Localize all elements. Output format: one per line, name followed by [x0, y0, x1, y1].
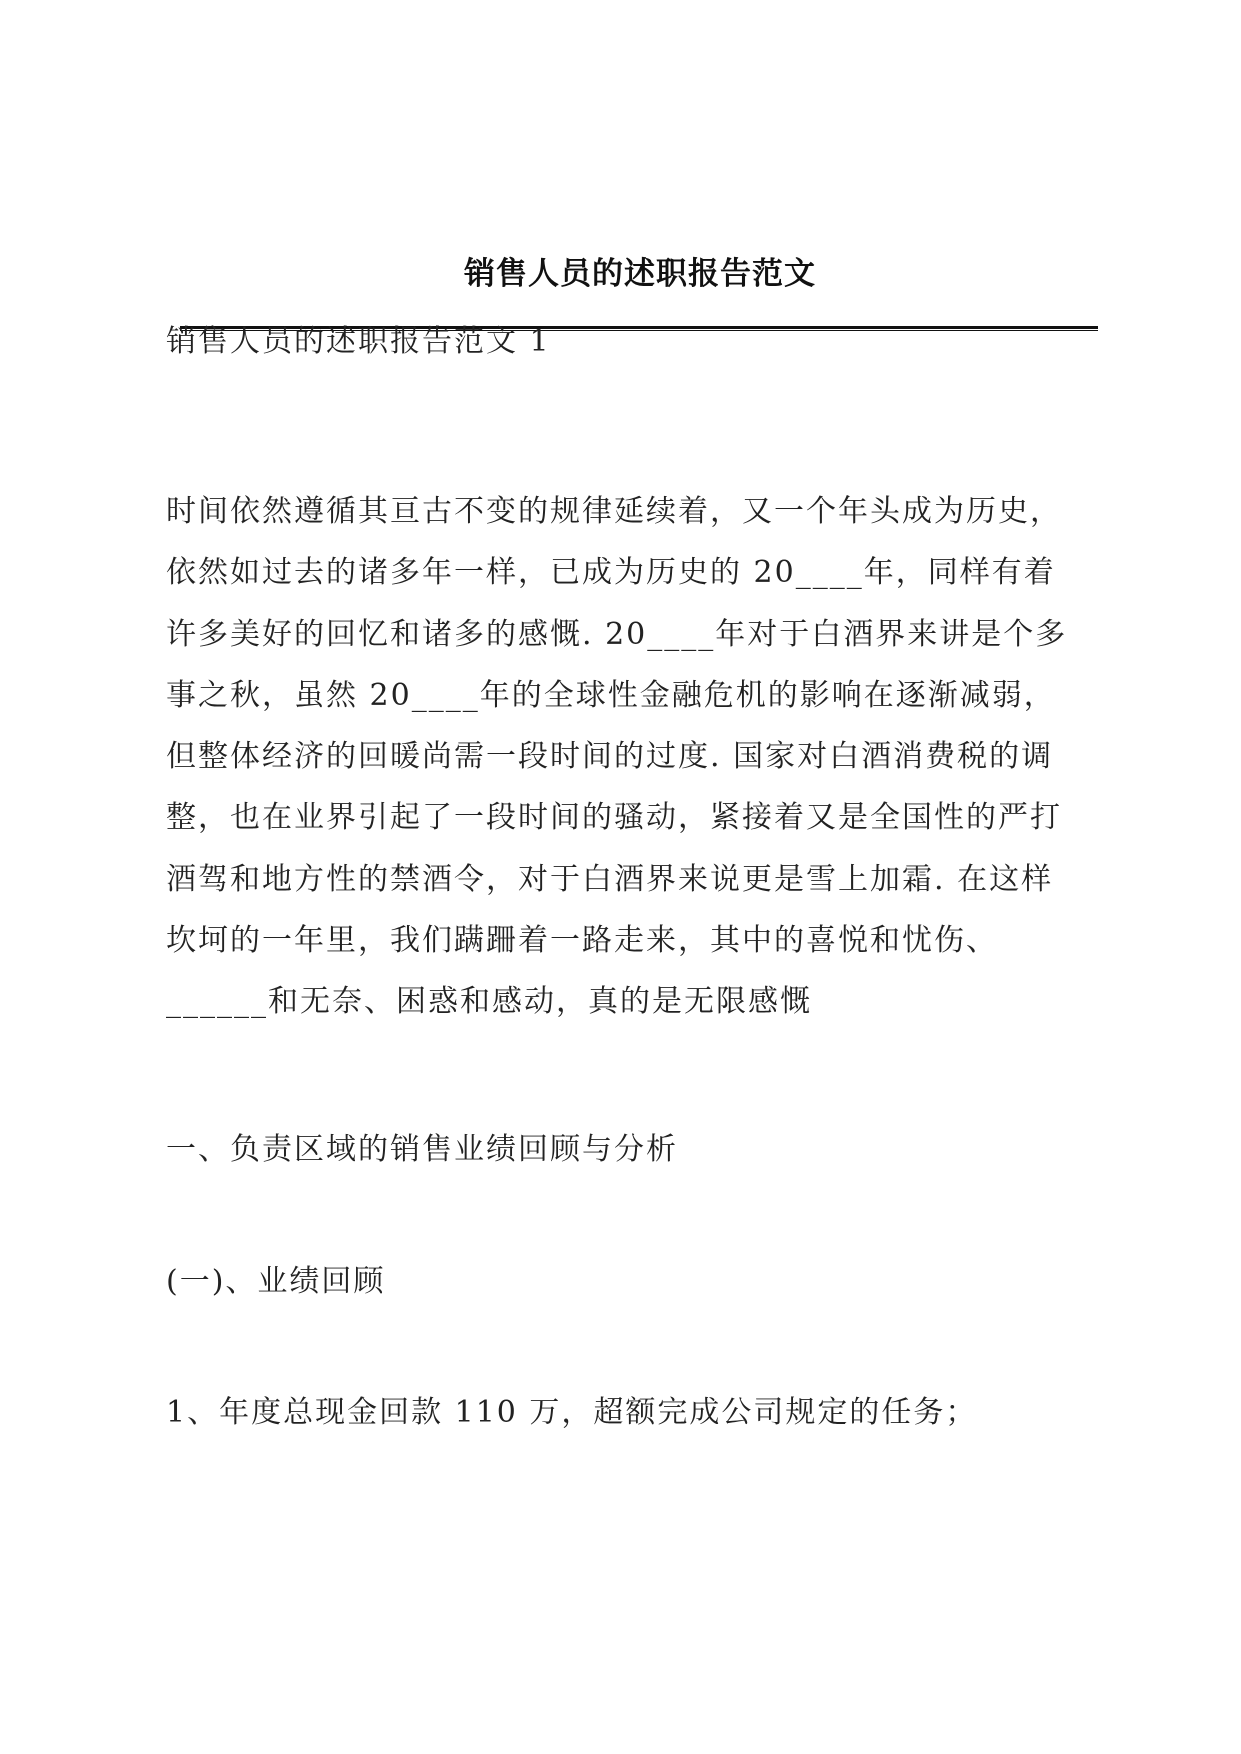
intro-paragraph [166, 492, 1106, 1044]
intro-line-5: 但整体经济的回暖尚需一段时间的过度. 国家对白酒消费税的调 [166, 739, 1054, 775]
section-heading: 一、负责区域的销售业绩回顾与分析 [166, 1132, 678, 1167]
report-subtitle: 销售人员的述职报告范文 1 [166, 324, 551, 359]
intro-line-6: 整，也在业界引起了一段时间的骚动，紧接着又是全国性的严打 [166, 800, 1062, 836]
intro-line-9: ______和无奈、困惑和感动，真的是无限感慨 [166, 984, 812, 1020]
intro-line-2: 依然如过去的诸多年一样，已成为历史的 20____年，同样有着 [166, 555, 1056, 591]
intro-line-7: 酒驾和地方性的禁酒令，对于白酒界来说更是雪上加霜. 在这样 [166, 861, 1054, 897]
list-item-1: 1、年度总现金回款 110 万，超额完成公司规定的任务； [166, 1395, 978, 1430]
intro-line-1: 时间依然遵循其亘古不变的规律延续着，又一个年头成为历史， [166, 494, 1062, 529]
document-title: 销售人员的述职报告范文 [464, 256, 816, 292]
intro-line-8: 坎坷的一年里，我们蹒跚着一路走来，其中的喜悦和忧伤、 [166, 923, 998, 959]
intro-line-3: 许多美好的回忆和诸多的感慨. 20____年对于白酒界来讲是个多 [166, 616, 1068, 652]
subsection-heading: (一)、业绩回顾 [166, 1264, 386, 1299]
intro-line-4: 事之秋，虽然 20____年的全球性金融危机的影响在逐渐减弱， [166, 677, 1056, 713]
